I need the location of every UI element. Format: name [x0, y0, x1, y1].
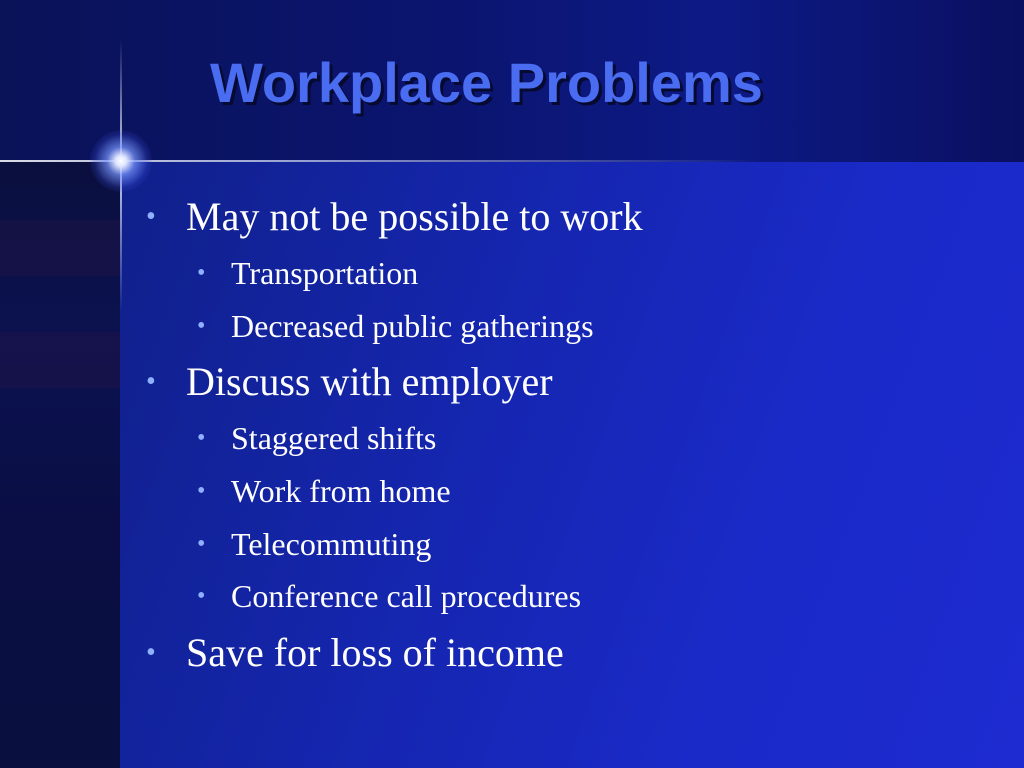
- sub-bullet-item: [197, 306, 594, 346]
- slide-title: Workplace Problems: [210, 51, 763, 114]
- bullet-text: Conference call procedures: [231, 578, 582, 614]
- bullet-item: [146, 193, 643, 241]
- sub-bullet-item: [197, 418, 437, 458]
- bullet-icon: •: [146, 201, 156, 232]
- bullet-text: Staggered shifts: [231, 420, 437, 456]
- sub-bullet-item: [197, 471, 451, 511]
- bullet-item: [146, 358, 553, 406]
- bullet-text: May not be possible to work: [186, 194, 643, 239]
- bullet-text: Transportation: [231, 255, 419, 291]
- bullet-text: Discuss with employer: [186, 359, 553, 404]
- bullet-text: Save for loss of income: [186, 630, 564, 675]
- bullet-icon: •: [197, 425, 206, 451]
- bullet-item: [146, 629, 564, 677]
- bullet-text: Work from home: [231, 473, 451, 509]
- sub-bullet-item: [197, 576, 582, 616]
- bullet-icon: •: [197, 313, 206, 339]
- bullet-icon: •: [197, 531, 206, 557]
- bullet-icon: •: [197, 583, 206, 609]
- bullet-icon: •: [197, 260, 206, 286]
- bullet-text: Telecommuting: [231, 526, 432, 562]
- bullet-icon: •: [146, 637, 156, 668]
- sub-bullet-item: [197, 253, 419, 293]
- bullet-icon: •: [197, 478, 206, 504]
- bullet-icon: •: [146, 366, 156, 397]
- sub-bullet-item: [197, 524, 432, 564]
- bullet-text: Decreased public gatherings: [231, 308, 594, 344]
